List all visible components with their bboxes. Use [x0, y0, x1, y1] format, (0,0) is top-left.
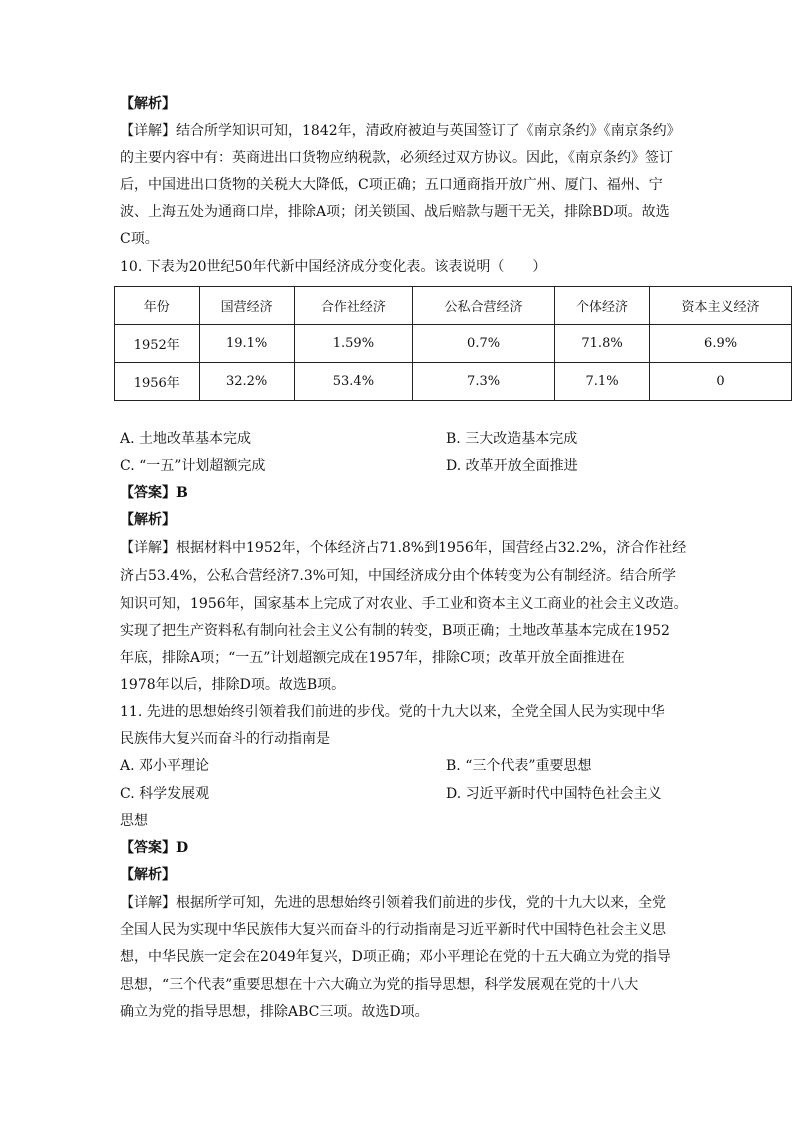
q10-detail-line: 1978年以后，排除D项。故选B项。	[120, 677, 346, 693]
table-cell: 7.3%	[413, 363, 555, 401]
q9-detail-line: C项。	[120, 231, 159, 247]
q10-detail-line: 知识可知，1956年，国家基本上完成了对农业、手工业和资本主义工商业的社会主义改造。	[120, 596, 688, 612]
q11-detail-line: 思想，“三个代表”重要思想在十六大确立为党的指导思想，科学发展观在党的十八大	[120, 977, 639, 993]
table-cell: 0	[650, 363, 792, 401]
q10-option-c: C. “一五”计划超额完成	[120, 458, 266, 474]
table-cell: 1.59%	[294, 325, 412, 363]
q11-detail-line: 【详解】根据所学可知，先进的思想始终引领着我们前进的步伐，党的十九大以来，全党	[120, 895, 666, 911]
q9-detail-line: 【详解】结合所学知识可知，1842年，清政府被迫与英国签订了《南京条约》《南京条约》	[120, 123, 681, 139]
q11-option-d: D. 习近平新时代中国特色社会主义	[446, 786, 662, 802]
q11-stem-line: 11. 先进的思想始终引领着我们前进的步伐。党的十九大以来，全党全国人民为实现中华	[120, 704, 665, 720]
q10-detail-line: 年底，排除A项；“一五”计划超额完成在1957年，排除C项；改革开放全面推进在	[120, 650, 625, 666]
q9-detail-line: 的主要内容中有：英商进出口货物应纳税款，必须经过双方协议。因此，《南京条约》签订	[120, 150, 673, 166]
table-row	[115, 325, 792, 363]
economy-table	[114, 286, 792, 401]
table-header-cell: 公私合营经济	[413, 287, 555, 325]
q11-stem-line: 民族伟大复兴而奋斗的行动指南是	[120, 731, 330, 747]
q11-detail-line: 想，中华民族一定会在2049年复兴，D项正确；邓小平理论在党的十五大确立为党的指导	[120, 949, 671, 965]
q10-analysis-label: 【解析】	[120, 512, 176, 528]
q11-detail-line: 确立为党的指导思想，排除ABC三项。故选D项。	[120, 1004, 429, 1020]
table-cell: 1952年	[115, 325, 200, 363]
q10-option-a: A. 土地改革基本完成	[120, 431, 252, 447]
q10-detail-line: 【详解】根据材料中1952年，个体经济占71.8%到1956年，国营经占32.2%，济合作社经	[120, 540, 687, 556]
table-cell: 32.2%	[199, 363, 294, 401]
q10-answer: 【答案】B	[120, 485, 188, 501]
table-cell: 71.8%	[554, 325, 649, 363]
table-header-row	[115, 287, 792, 325]
table-cell: 6.9%	[650, 325, 792, 363]
q11-answer: 【答案】D	[120, 840, 189, 856]
q9-detail-line: 波、上海五处为通商口岸，排除A项；闭关锁国、战后赔款与题干无关，排除BD项。故选	[120, 204, 670, 220]
table-header-cell: 个体经济	[554, 287, 649, 325]
q10-stem: 10. 下表为20世纪50年代新中国经济成分变化表。该表说明（ ）	[120, 259, 547, 275]
q10-detail-line: 实现了把生产资料私有制向社会主义公有制的转变，B项正确；土地改革基本完成在1952	[120, 623, 670, 639]
q11-option-a: A. 邓小平理论	[120, 758, 210, 774]
q11-option-c: C. 科学发展观	[120, 786, 210, 802]
q10-detail-line: 济占53.4%，公私合营经济7.3%可知，中国经济成分由个体转变为公有制经济。结合所学	[120, 568, 677, 584]
table-cell: 19.1%	[199, 325, 294, 363]
table-cell: 1956年	[115, 363, 200, 401]
q10-option-d: D. 改革开放全面推进	[446, 458, 578, 474]
table-header-cell: 合作社经济	[294, 287, 412, 325]
q9-detail-line: 后，中国进出口货物的关税大大降低，C项正确；五口通商指开放广州、厦门、福州、宁	[120, 177, 663, 193]
q11-detail-line: 全国人民为实现中华民族伟大复兴而奋斗的行动指南是习近平新时代中国特色社会主义思	[120, 922, 666, 938]
table-row	[115, 363, 792, 401]
table-cell: 53.4%	[294, 363, 412, 401]
q11-analysis-label: 【解析】	[120, 867, 176, 883]
q9-analysis-label: 【解析】	[120, 96, 176, 112]
table-header-cell: 年份	[115, 287, 200, 325]
q11-option-d-continuation: 思想	[120, 813, 148, 829]
q10-option-b: B. 三大改造基本完成	[446, 431, 578, 447]
table-header-cell: 国营经济	[199, 287, 294, 325]
table-cell: 7.1%	[554, 363, 649, 401]
table-header-cell: 资本主义经济	[650, 287, 792, 325]
q11-option-b: B. “三个代表”重要思想	[446, 758, 592, 774]
table-cell: 0.7%	[413, 325, 555, 363]
